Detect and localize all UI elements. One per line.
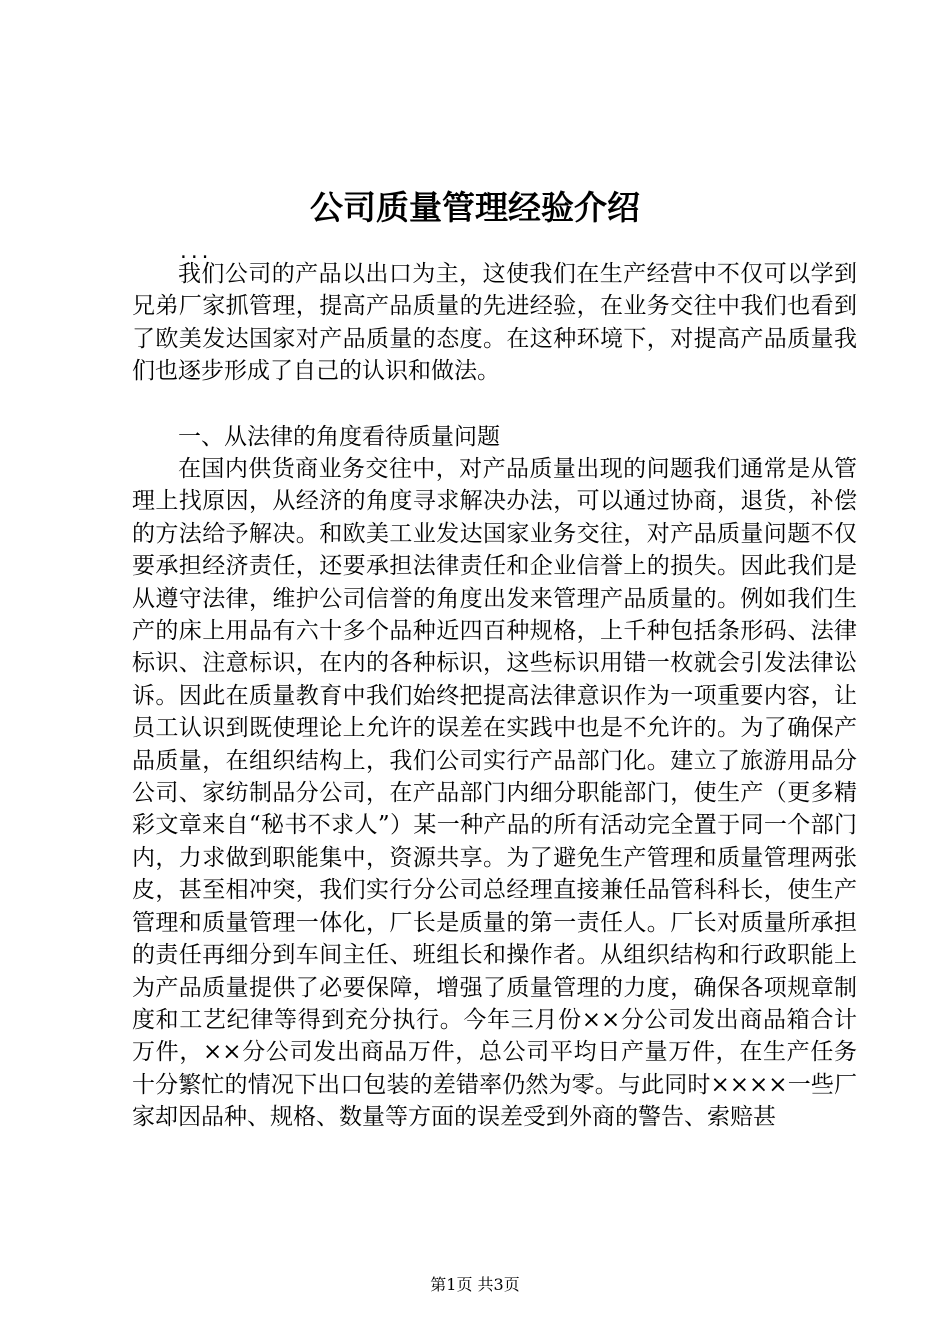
section-heading: 一、从法律的角度看待质量问题 [178,424,500,450]
paragraph-intro: 我们公司的产品以出口为主，这使我们在生产经营中不仅可以学到兄弟厂家抓管理，提高产品质量的先进经验，在业务交往中我们也看到了欧美发达国家对产品质量的态度。在这种环境下，对提高产品质量我们也逐步形成了自己的认识和做法。 [132,261,857,385]
paragraph-body: 在国内供货商业务交往中，对产品质量出现的问题我们通常是从管理上找原因，从经济的角度寻求解决办法，可以通过协商，退货，补偿的方法给予解决。和欧美工业发达国家业务交往，对产品质量问题不仅要承担经济责任，还要承担法律责任和企业信誉上的损失。因此我们是从遵守法律，维护公司信誉的角度出发来管理产品质量的。例如我们生产的床上用品有六十多个品种近四百种规格，上千种包括条形码、法律标识、注意标识，在内的各种标识，这些标识用错一枚就会引发法律讼诉。因此在质量教育中我们始终把提高法律意识作为一项重要内容，让员工认识到既使理论上允许的误差在实践中也是不允许的。为了确保产品质量，在组织结构上，我们公司实行产品部门化。建立了旅游用品分公司、家纺制品分公司，在产品部门内细分职能部门，使生产（更多精彩文章来自“秘书不求人”）某一种产品的所有活动完全置于同一个部门内，力求做到职能集中，资源共享。为了避免生产管理和质量管理两张皮，甚至相冲突，我们实行分公司总经理直接兼任品管科科长，使生产管理和质量管理一体化，厂长是质量的第一责任人。厂长对质量所承担的责任再细分到车间主任、班组长和操作者。从组织结构和行政职能上为产品质量提供了必要保障，增强了质量管理的力度，确保各项规章制度和工艺纪律等得到充分执行。今年三月份××分公司发出商品箱合计万件，××分公司发出商品万件，总公司平均日产量万件，在生产任务十分繁忙的情况下出口包装的差错率仍然为零。与此同时××××一些厂家却因品种、规格、数量等方面的误差受到外商的警告、索赔甚 [132,456,857,1131]
ellipsis-marker: ... [178,242,211,263]
page-footer: 第1页 共3页 [430,1275,520,1294]
document-title: 公司质量管理经验介绍 [310,188,640,227]
